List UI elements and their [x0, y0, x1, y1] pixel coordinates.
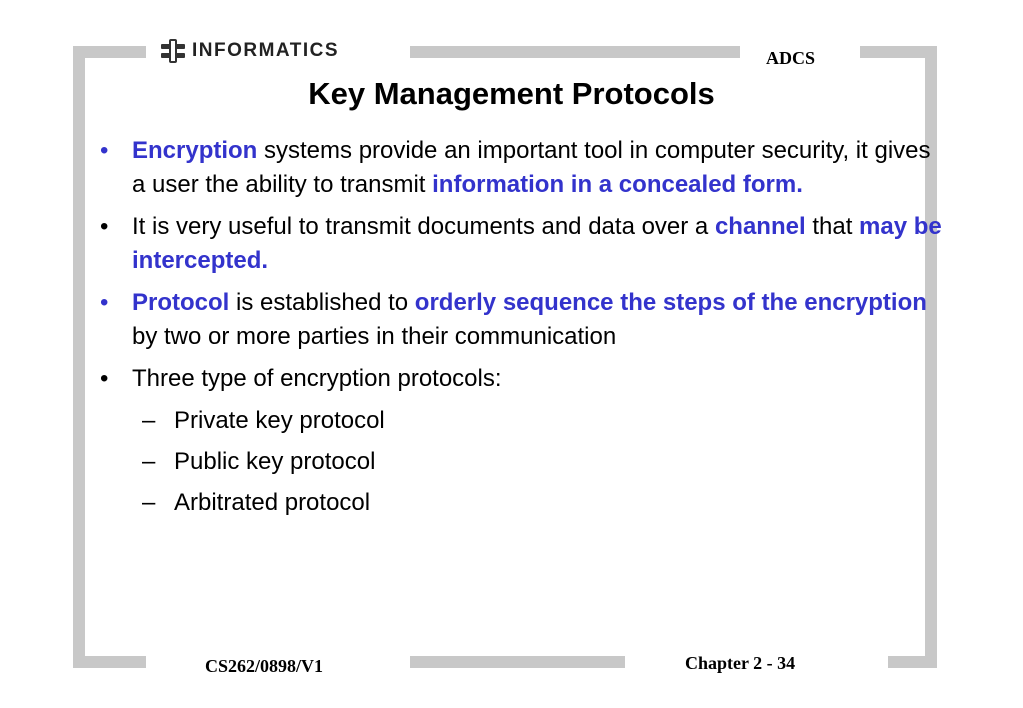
informatics-logo: [160, 36, 339, 66]
frame-bottom-left: [73, 656, 146, 668]
footer-course-code: CS262/0898/V1: [205, 656, 324, 676]
bullet-marker: •: [100, 289, 109, 316]
highlighted-text: channel: [714, 213, 806, 240]
highlighted-text: Protocol: [132, 289, 230, 316]
sub-list-item: [96, 486, 946, 520]
frame-left: [73, 46, 85, 668]
sub-item-text: Public key protocol: [174, 448, 376, 475]
slide-title: Key Management Protocols: [308, 76, 715, 111]
highlighted-text: Encryption: [132, 137, 258, 164]
sub-list-item: [96, 404, 946, 438]
footer-page-label: Chapter 2 - 34: [685, 653, 796, 673]
bullet-marker: •: [100, 365, 109, 392]
list-item: [96, 286, 946, 354]
informatics-emblem-icon: [160, 38, 186, 64]
body-text: by two or more parties in their communication: [132, 323, 617, 350]
logo-text: INFORMATICS: [192, 40, 340, 61]
bullet-marker: •: [100, 137, 109, 164]
dash-marker: –: [142, 489, 156, 516]
body-text: systems provide an important tool in computer security, it gives a user the ability to transmit: [132, 137, 931, 198]
body-text: is established to: [229, 289, 415, 316]
frame-bottom-right: [888, 656, 937, 668]
frame-top-middle: [410, 46, 740, 58]
highlighted-text: orderly sequence the steps of the encryption: [414, 289, 927, 316]
list-item: [96, 134, 946, 202]
body-text: Three type of encryption protocols:: [132, 365, 502, 392]
sub-item-text: Private key protocol: [174, 407, 385, 434]
sub-item-text: Arbitrated protocol: [174, 489, 371, 516]
corner-label: ADCS: [766, 48, 816, 68]
dash-marker: –: [142, 407, 156, 434]
highlighted-text: information in a concealed form.: [432, 171, 803, 198]
bullet-marker: •: [100, 213, 109, 240]
body-text: that: [805, 213, 860, 240]
frame-bottom-middle: [410, 656, 625, 668]
bullet-list: [96, 134, 946, 527]
list-item: [96, 210, 946, 278]
dash-marker: –: [142, 448, 156, 475]
highlighted-text: may be intercepted.: [132, 213, 942, 274]
list-item: [96, 362, 946, 396]
sub-list-item: [96, 445, 946, 479]
body-text: It is very useful to transmit documents and data over a: [132, 213, 715, 240]
